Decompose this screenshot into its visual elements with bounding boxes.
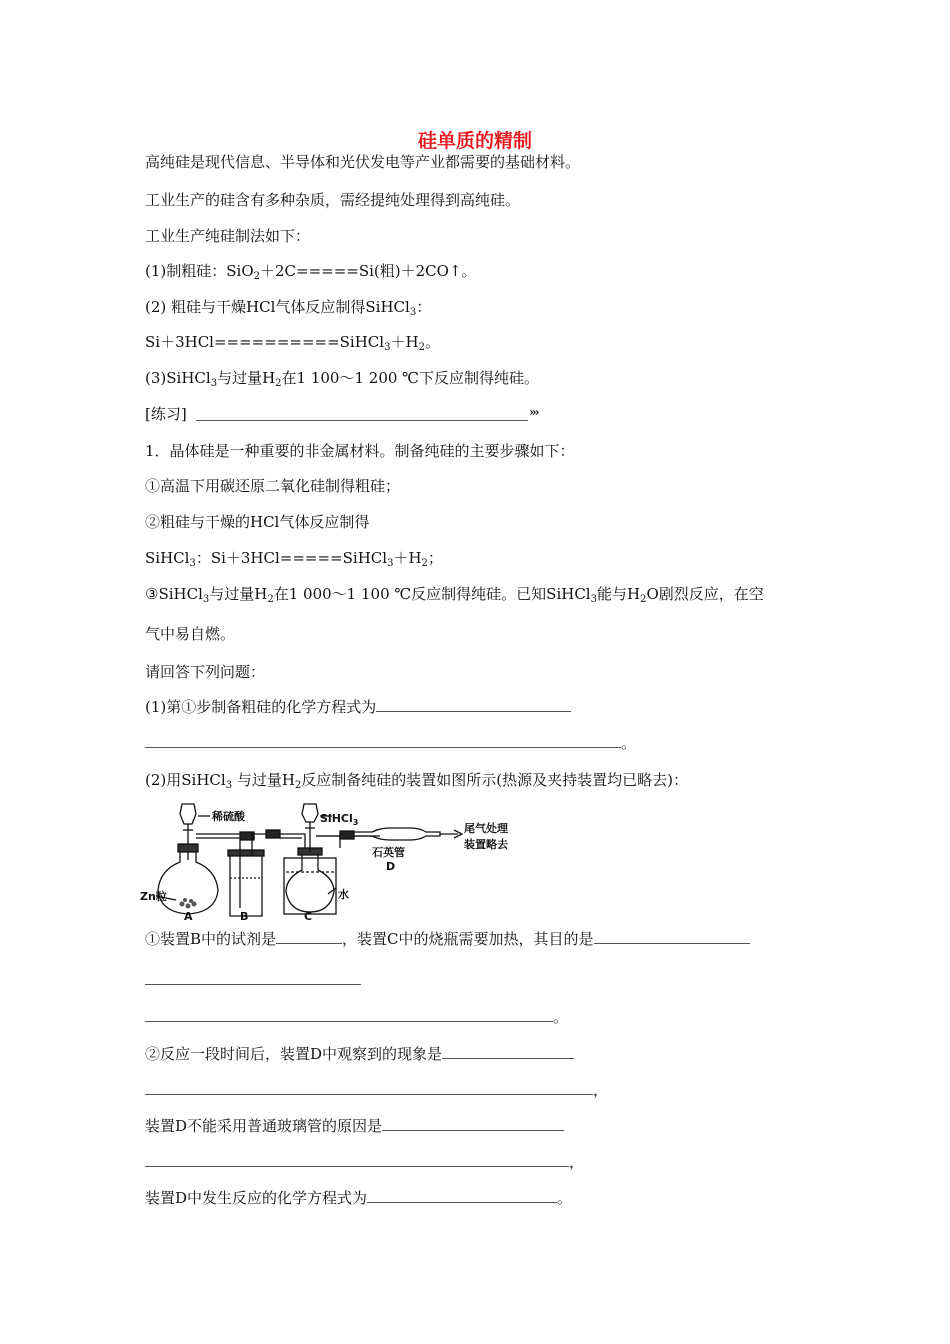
equation-text: ：Si＋3HCl=====SiHCl [195,549,388,567]
intro-step-2 [145,297,431,317]
question-2-part-ii [145,1044,574,1064]
question-1-step-2-equation [145,548,443,568]
answer-blank[interactable] [442,1044,574,1059]
question-1-step-2: ②粗硅与干燥的HCl气体反应制得 [145,513,370,531]
answer-blank[interactable] [145,1152,569,1167]
apparatus-diagram [140,800,520,922]
answer-blank[interactable] [594,929,750,944]
question-2-part-i-end [145,1007,568,1027]
step-text: (2) 粗硅与干燥HCl气体反应制得SiHCl [145,298,410,316]
label-sihcl3-sub: 3 [352,818,359,827]
answer-blank[interactable] [367,1188,557,1203]
equation-text: Si＋3HCl==========SiHCl [145,333,385,351]
intro-step-1 [145,261,477,281]
label-tail-gas-2: 装置略去 [464,838,508,851]
quartz-tube-d-icon [354,828,440,840]
answer-blank[interactable] [376,697,571,712]
subscript: 3 [590,594,597,605]
question-1-step-3-continued: 气中易自燃。 [145,625,236,643]
step-text: (3)SiHCl [145,369,211,387]
label-sihcl3-main: SiHCl [320,812,353,825]
equation-text: ＋H [390,333,419,351]
question-1-prompt: 请回答下列问题： [145,663,266,681]
question-text: 反应制备纯硅的装置如图所示(热源及夹持装置均已略去)： [301,771,689,789]
intro-step-2-equation [145,332,440,352]
question-2-part-ii-continued [145,1080,608,1100]
question-text: ②反应一段时间后，装置D中观察到的现象是 [145,1045,443,1063]
equation-text: 。 [424,333,440,351]
equation-text: ； [427,549,443,567]
page-title: 硅单质的精制 [417,130,532,152]
question-1-part-1-continued [145,733,636,753]
subscript: 3 [210,378,218,389]
answer-blank[interactable] [145,1007,553,1022]
punctuation: 。 [557,1189,573,1207]
question-text: 装置D中发生反应的化学方程式为 [145,1189,368,1207]
intro-step-3 [145,368,539,388]
punctuation: 。 [553,1008,569,1026]
equation-text: SiHCl [145,549,190,567]
question-text: 与过量H [232,771,295,789]
step-text: ： [416,298,432,316]
question-text: ①装置B中的试剂是 [145,930,277,948]
funnel-a-icon [180,804,196,824]
answer-blank[interactable] [145,733,621,748]
question-text: (1)第①步制备粗硅的化学方程式为 [145,698,377,716]
subscript: 3 [409,307,417,318]
section-label: [练习] [145,405,187,423]
subscript: 2 [640,594,647,605]
label-water: 水 [338,888,349,901]
punctuation: ， [569,1153,585,1171]
intro-paragraph-3: 工业生产纯硅制法如下： [145,227,311,245]
question-text: ，装置C中的烧瓶需要加热，其目的是 [342,930,594,948]
subscript: 2 [275,378,282,389]
question-1-part-1 [145,697,571,717]
label-zinc: Zn粒 [140,890,167,903]
subscript: 2 [253,271,260,282]
intro-paragraph-1: 高纯硅是现代信息、半导体和光伏发电等产业都需要的基础材料。 [145,153,581,171]
label-dilute-sulfuric-acid: 稀硫酸 [212,810,245,823]
section-arrows-icon: ››› [529,405,538,419]
question-2-part-iv [145,1188,572,1208]
subscript: 2 [294,780,302,791]
flask-c-icon [286,854,334,912]
label-tail-gas-1: 尾气处理 [464,822,508,835]
step-text: O剧烈反应，在空 [646,585,764,603]
step-text: 能与H [596,585,641,603]
subscript: 3 [387,558,394,569]
label-a: A [184,910,193,922]
subscript: 3 [225,780,233,791]
question-1-part-2 [145,770,688,790]
label-c: C [304,910,313,922]
step-text: 在1 000～1 100 ℃反应制得纯硅。已知SiHCl [273,585,591,603]
punctuation: ， [593,1081,609,1099]
intro-paragraph-2: 工业生产的硅含有多种杂质，需经提纯处理得到高纯硅。 [145,191,521,209]
subscript: 3 [384,342,391,353]
question-2-part-i [145,929,750,949]
label-quartz-tube: 石英管 [372,846,405,859]
question-2-part-iii-continued [145,1152,584,1172]
subscript: 2 [418,342,425,353]
step-text: 与过量H [209,585,268,603]
equation-text: ＋H [393,549,422,567]
step-text: (1)制粗硅：SiO [145,262,254,280]
question-2-part-iii [145,1116,564,1136]
question-1-stem: 1．晶体硅是一种重要的非金属材料。制备纯硅的主要步骤如下： [145,442,575,460]
question-1-step-3 [145,584,764,604]
answer-blank[interactable] [276,929,342,944]
step-text: ③SiHCl [145,585,203,603]
question-1-step-1: ①高温下用碳还原二氧化硅制得粗硅； [145,477,401,495]
punctuation: 。 [621,734,637,752]
label-b: B [240,910,249,922]
subscript: 2 [267,594,274,605]
label-sihcl3 [320,812,358,827]
question-text: (2)用SiHCl [145,771,226,789]
bottle-b-icon [230,854,262,916]
answer-blank[interactable] [145,970,361,985]
subscript: 2 [421,558,428,569]
section-divider [196,420,528,421]
question-2-part-i-blank-line [145,970,361,990]
subscript: 3 [202,594,210,605]
funnel-c-icon [302,804,318,822]
label-tube-d: D [386,860,396,873]
answer-blank[interactable] [382,1116,564,1131]
step-text: ＋2C=====Si(粗)＋2CO↑。 [260,262,477,280]
answer-blank[interactable] [145,1080,593,1095]
subscript: 3 [189,558,196,569]
question-text: 装置D不能采用普通玻璃管的原因是 [145,1117,383,1135]
step-text: 与过量H [217,369,276,387]
step-text: 在1 100～1 200 ℃下反应制得纯硅。 [281,369,539,387]
